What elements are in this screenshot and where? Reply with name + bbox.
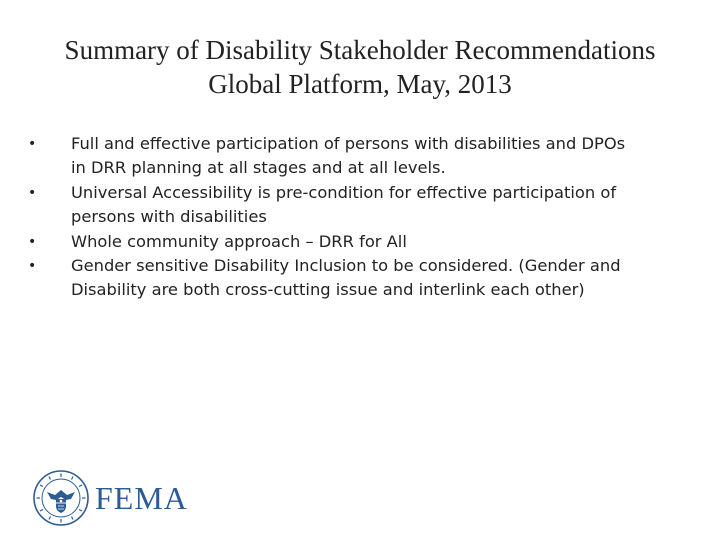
title-line-2: Global Platform, May, 2013 (208, 69, 512, 99)
bullet-line: persons with disabilities (71, 207, 267, 227)
bullet-item (28, 132, 698, 181)
title-line-1: Summary of Disability Stakeholder Recommendations (64, 35, 656, 65)
bullet-line: Universal Accessibility is pre-condition for effective participation of (71, 182, 617, 202)
bullet-icon: • (28, 184, 37, 201)
bullet-icon: • (28, 136, 37, 152)
bullet-item (28, 230, 698, 254)
bullet-line: Full and effective participation of persons with disabilities and DPOs (71, 134, 626, 153)
bullet-line: Whole community approach – DRR for All (71, 231, 407, 251)
dhs-seal-icon (33, 470, 89, 526)
slide-title (20, 33, 700, 101)
bullet-line: Gender sensitive Disability Inclusion to be considered. (Gender and (71, 256, 621, 276)
bullet-icon: • (28, 258, 37, 275)
bullet-line: Disability are both cross-cutting issue and interlink each other) (71, 280, 585, 300)
bullet-line: in DRR planning at all stages and at all levels. (71, 158, 446, 178)
bullet-item (28, 254, 698, 303)
fema-logo (33, 469, 188, 527)
fema-wordmark: FEMA (95, 480, 188, 516)
bullet-list (28, 132, 698, 303)
bullet-icon: • (28, 233, 37, 250)
bullet-item (28, 181, 698, 230)
